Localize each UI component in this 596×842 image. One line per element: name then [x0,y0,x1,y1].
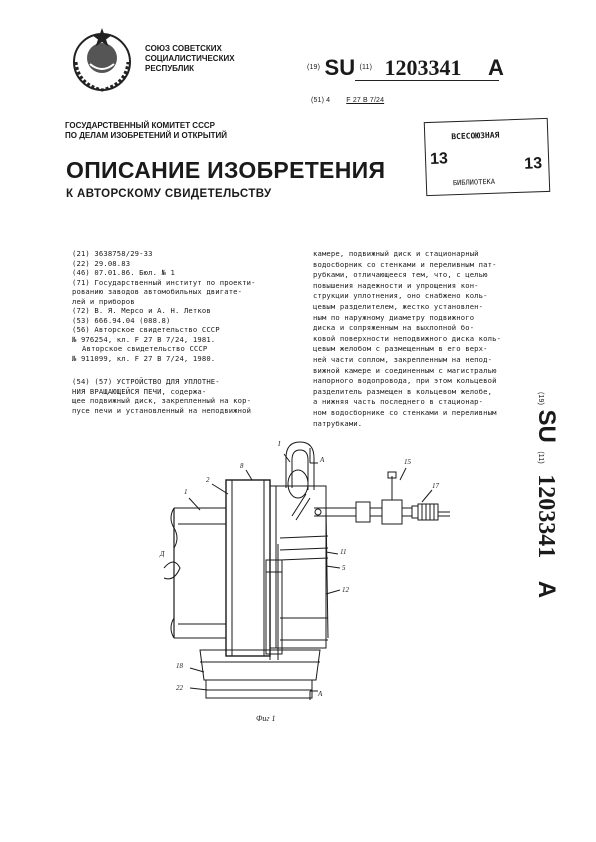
stamp-number: 13 [429,150,449,168]
org-line: РЕСПУБЛИК [145,64,194,73]
org-line: СОЮЗ СОВЕТСКИХ [145,44,222,53]
stamp-number: 13 [523,155,543,173]
org-line: СОЦИАЛИСТИЧЕСКИХ [145,54,235,63]
abstract-line: диска и сопряженным на выхлопной бо- [313,323,475,333]
biblio-line: (22) 29.08.83 [72,258,131,268]
ref-label-I: I [278,440,281,448]
biblio-line: (71) Государственный институт по проекти- [72,277,256,287]
ipc-prefix: (51) 4 [311,97,331,104]
patent-kind: A [487,55,504,80]
side-code-11: (11) [537,451,544,464]
biblio-line: № 911099, кл. F 27 B 7/24, 1980. [72,354,216,364]
ref-label-8: 8 [240,462,244,470]
technical-drawing [160,428,580,738]
side-number: 1203341 [533,474,559,559]
biblio-line: № 976254, кл. F 27 B 7/24, 1981. [72,334,216,344]
ref-label-18: 18 [176,662,183,670]
abstract-line: щее подвижный диск, закрепленный на кор- [72,396,252,406]
ref-label-17: 17 [432,482,439,490]
abstract-line: напорного водопровода, при этом кольцевой [313,376,497,386]
abstract-line: вижной камере и соединенным с магистралью [313,365,497,375]
biblio-line: (46) 07.01.86. Бюл. № 1 [72,268,175,278]
bibliographic-data [72,249,272,364]
committee-name [65,121,227,141]
ref-label-D: Д [160,550,165,558]
header-rule [355,80,499,81]
abstract-line: рубками, отличающееся тем, что, с целью [313,270,488,280]
ipc-class [311,97,384,105]
ref-label-11: 11 [340,548,347,556]
ref-label-A-top: А [320,456,325,464]
biblio-line: (53) 666.94.04 (088.8) [72,315,171,325]
side-country: SU [533,409,560,443]
abstract-right [313,249,533,429]
abstract-line: ным по наружному диаметру подвижного [313,312,475,322]
abstract-line: ковой поверхности неподвижного диска коль- [313,333,502,343]
abstract-line: пусе печи и установленный на неподвижной [72,405,252,415]
abstract-line: патрубками. [313,418,363,428]
abstract-line: ней части соплом, закрепленным на непод- [313,354,493,364]
ref-label-5: 5 [342,564,346,572]
committee-line: ПО ДЕЛАМ ИЗОБРЕТЕНИЙ И ОТКРЫТИЙ [65,131,228,140]
patent-number-header [307,55,504,81]
abstract-line: струкции уплотнения, оно снабжено коль- [313,291,488,301]
library-stamp [424,118,551,196]
biblio-line: рованию заводов автомобильных двигате- [72,287,243,297]
abstract-line: ном водосборнике со стенками и переливным [313,407,497,417]
abstract-line: (54) (57) УСТРОЙСТВО ДЛЯ УПЛОТНЕ- [72,377,220,386]
ref-label-15: 15 [404,458,411,466]
ref-label-22: 22 [176,684,183,692]
code-11: (11) [359,63,373,71]
stamp-line: БИБЛИОТЕКА [452,177,496,188]
ussr-emblem [66,24,138,96]
country-code: SU [324,55,356,80]
abstract-line: повышения надежности и упрощения кон- [313,280,479,290]
abstract-line: НИЯ ВРАЩАЮЩЕЙСЯ ПЕЧИ, содержа- [72,386,207,396]
biblio-line: Авторское свидетельство СССР [82,344,208,354]
abstract-line: камере, подвижный диск и стационарный [313,249,479,258]
figure-caption: Фиг 1 [256,714,276,723]
country-union-name [145,44,235,74]
abstract-line: водосборник со стенками и переливным пат- [313,259,497,269]
ref-label-1: 1 [184,488,188,496]
abstract-line: разделитель размещен в кольцевом желобе, [313,386,493,396]
stamp-line: ВСЕСОЮЗНАЯ [451,130,500,142]
ref-label-A-bottom: А [318,690,323,698]
committee-line: ГОСУДАРСТВЕННЫЙ КОМИТЕТ СССР [65,121,215,130]
abstract-line: цевым разделителем, жестко установлен- [313,301,484,311]
abstract-left [72,377,322,415]
document-title: ОПИСАНИЕ ИЗОБРЕТЕНИЯ [66,157,386,183]
biblio-line: (72) В. Я. Мерсо и А. Н. Летков [72,306,211,316]
biblio-line: лей и приборов [72,296,135,306]
ipc-value: F 27 B 7/24 [346,97,385,104]
code-19: (19) [307,63,321,71]
biblio-line: (56) Авторское свидетельство СССР [72,325,220,335]
side-kind: A [533,580,560,599]
document-subtitle: К АВТОРСКОМУ СВИДЕТЕЛЬСТВУ [66,188,272,200]
abstract-line: цевым желобом с размещенным в его верх- [313,344,488,354]
abstract-line: а нижняя часть последнего в стационар- [313,397,484,407]
ref-label-2: 2 [206,476,210,484]
biblio-line: (21) 3638758/29-33 [72,249,153,258]
ref-label-12: 12 [342,586,349,594]
patent-number: 1203341 [384,55,462,80]
side-code-19: (19) [537,392,544,406]
